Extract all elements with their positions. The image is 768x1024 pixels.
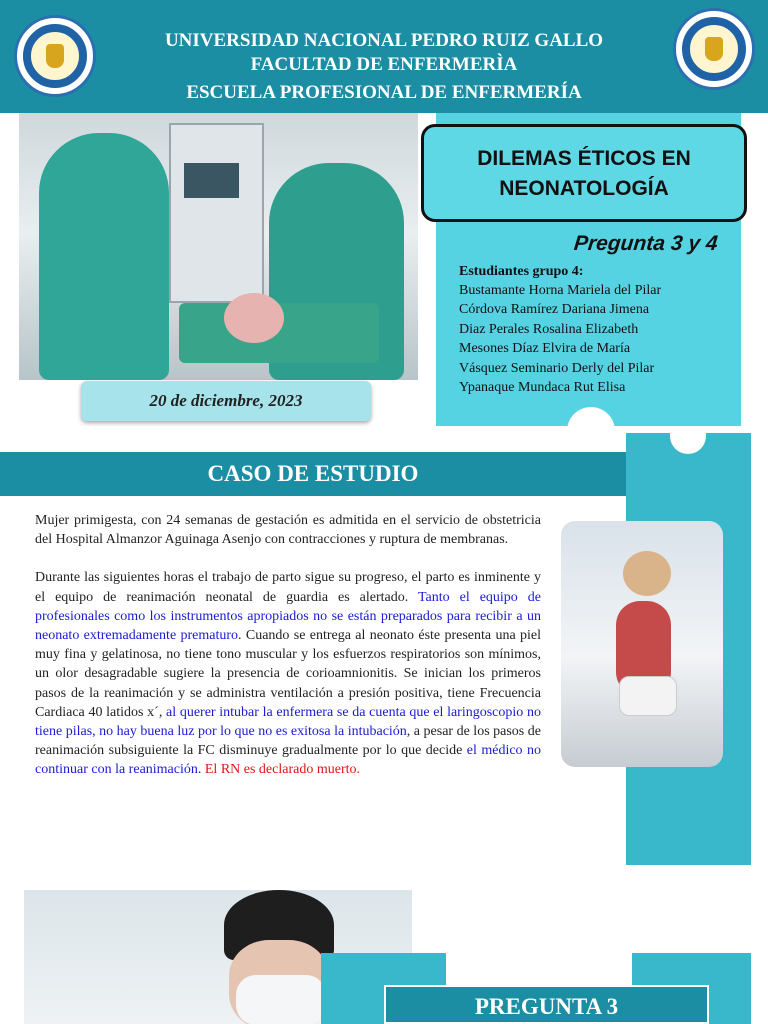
title-line-2: NEONATOLOGÍA [499,177,669,200]
highlight-blue-text: al querer intubar la enfermera se da cuenta que el laringoscopio no tiene pilas, no hay buena luz por lo que no es exitosa la intubación [35,704,541,740]
info-panel-notch [567,407,615,455]
highlight-blue-text: Tanto el equipo de profesionales como los instrumentos apropiados no se están preparados para recibir a un neonato extremadamente prematuro [35,589,541,644]
photo-monitor [184,163,239,198]
nicu-team-photo [19,113,418,380]
photo-nurse-mask [236,975,326,1024]
students-heading: Estudiantes grupo 4: [459,264,584,279]
photo-nurse-left [39,133,169,380]
case-paragraph-2 [35,568,541,779]
university-name: UNIVERSIDAD NACIONAL PEDRO RUIZ GALLO [164,30,604,51]
faculty-name: FACULTAD DE ENFERMERÌA [250,54,518,75]
student-name: Bustamante Horna Mariela del Pilar [459,283,662,298]
case-text-segment: Durante las siguientes horas el trabajo de parto sigue su progreso, el parto es inminente y el equipo de reanimación neonatal de guardia es alertado. [35,570,541,605]
question-3-heading: PREGUNTA 3 [384,985,709,1024]
school-name: ESCUELA PROFESIONAL DE ENFERMERÍA [186,82,582,103]
case-paragraph-1: Mujer primigesta, con 24 semanas de gestación es admitida en el servicio de obstetricia del Hospital Almanzor Aguinaga Asenjo con contracciones y ruptura de membranas. [35,513,541,548]
case-text [35,511,541,799]
highlight-blue-text: el médico no continuar con la reanimación [35,743,542,778]
student-name: Ypanaque Mundaca Rut Elisa [459,380,626,396]
premature-baby-photo [561,521,723,767]
case-text-segment: . Cuando se entrega al neonato éste presenta una piel muy fina y gelatinosa, no tiene tono muscular y los esfuerzos respiratorios son mínimos, un olor desagradable sugiere la presencia de corioamnionitis. Se inician los primeros pasos de la reanimación y se administra ventilación a presión positiva, tiene Frecuencia Cardiaca 40 latidos x´, [35,628,541,720]
case-heading: CASO DE ESTUDIO [0,452,626,496]
title-box [421,124,747,222]
highlight-red-text: El RN es declarado muerto. [204,762,360,778]
photo-baby-head [623,551,671,596]
students-list [459,281,661,397]
case-text-segment: , a pesar de los pasos de reanimación subsiguiente la FC disminuye gradualmente por lo que decide [35,724,541,759]
title-line-1: DILEMAS ÉTICOS EN [477,147,691,170]
photo-equipment [169,123,264,303]
photo-baby-diaper [619,676,677,716]
student-name: Diaz Perales Rosalina Elizabeth [459,321,639,337]
student-name: Córdova Ramírez Dariana Jimena [459,302,650,318]
student-name: Vásquez Seminario Derly del Pilar [459,360,655,376]
date-label: 20 de diciembre, 2023 [81,381,371,421]
student-name: Mesones Díaz Elvira de María [459,341,631,357]
case-text-segment: . [197,762,205,778]
photo-newborn [224,293,284,343]
subtitle-questions: Pregunta 3 y 4 [572,232,719,255]
